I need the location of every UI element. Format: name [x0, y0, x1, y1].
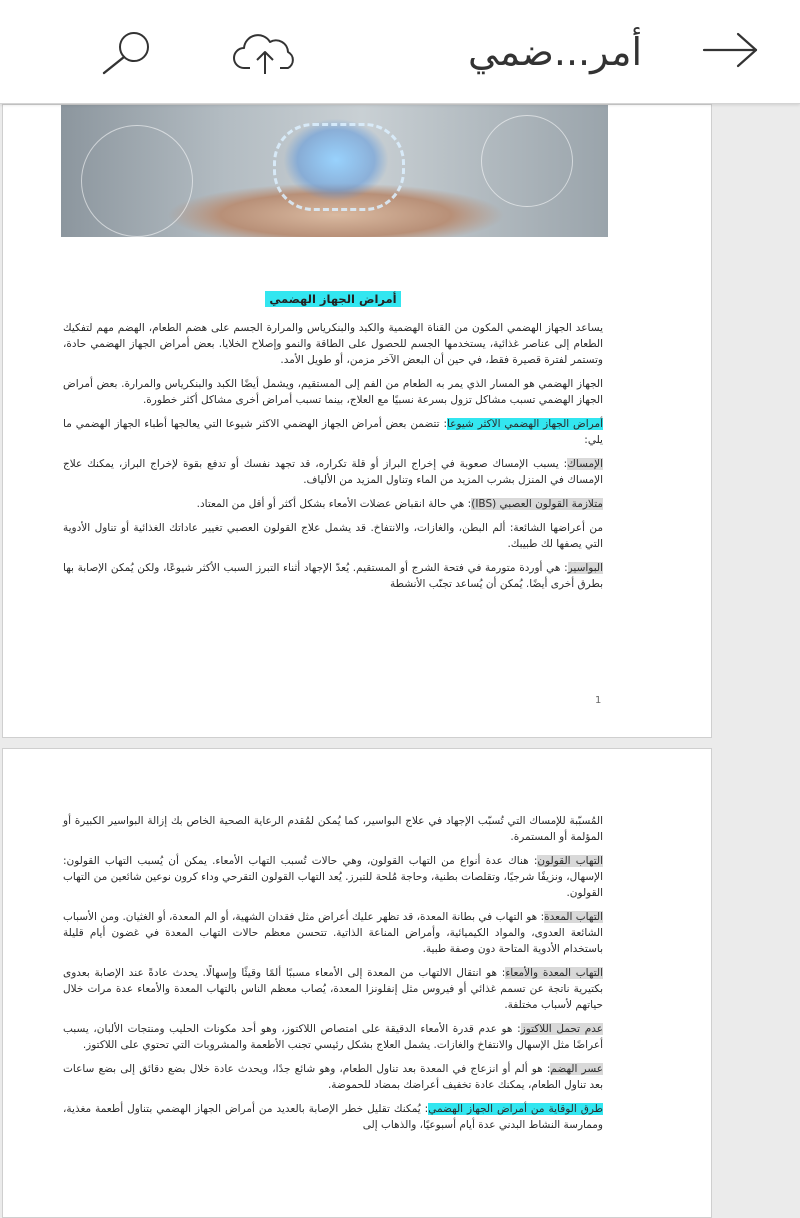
paragraph-text: : هناك عدة أنواع من التهاب القولون، وهي حالات تُسبب التهاب الأمعاء. يمكن أن يُسبب التهاب القولون: الإسهال، ونزيفًا شرجيًا، وتقلصات بطنية، وحاجة مُلحة للتبرز. يُعد التهاب القولون التقرحي وداء كرون نوعين شائعين من التهاب القولون.	[63, 855, 603, 899]
paragraph-text: من أعراضها الشائعة: ألم البطن، والغازات، والانتفاخ. قد يشمل علاج القولون العصبي تغيير عاداتك الغذائية أو تناول الأدوية التي يصفها لك طبيبك.	[63, 522, 603, 550]
document-page-2[interactable]	[2, 748, 712, 1218]
app-bar	[0, 0, 800, 104]
paragraph-text: : هي حالة انقباض عضلات الأمعاء بشكل أكثر أو أقل من المعتاد.	[196, 498, 472, 510]
back-arrow-icon[interactable]	[700, 30, 762, 70]
paragraph	[63, 560, 603, 592]
page1-body	[63, 320, 603, 600]
digestive-system-image	[61, 105, 608, 237]
highlighted-heading: متلازمة القولون العصبي (IBS)	[471, 498, 603, 510]
paragraph-text: : هو التهاب في بطانة المعدة، قد تظهر عليك أعراض مثل فقدان الشهية، أو الم المعدة، أو الغثيان. ومن الأسباب الشائعة العدوى، والمواد الكيميائية، وأمراض المناعة الذاتية. تتحسن معظم حالات التهاب المعدة في غضون أيام قليلة باستخدام الأدوية المتاحة دون وصفة طبية.	[63, 911, 603, 955]
paragraph-text: : هو ألم أو انزعاج في المعدة بعد تناول الطعام، وهو شائع جدًا، ويحدث عادة خلال بضع دقائق إلى بضع ساعات بعد تناول الطعام، يمكنك عادة تخفيف أعراضك بمضاد للحموضة.	[63, 1063, 603, 1091]
highlighted-heading: أمراض الجهاز الهضمي الاكثر شيوعا	[446, 418, 604, 430]
page2-body	[63, 813, 603, 1141]
highlighted-heading: التهاب القولون	[537, 855, 603, 867]
paragraph	[63, 813, 603, 845]
paragraph	[63, 1021, 603, 1053]
search-icon[interactable]	[96, 28, 160, 78]
page-title	[63, 292, 603, 306]
paragraph	[63, 496, 603, 512]
highlighted-heading: طرق الوقاية من أمراض الجهاز الهضمي	[428, 1103, 604, 1115]
paragraph	[63, 1061, 603, 1093]
highlighted-heading: عدم تحمل اللاكتوز	[520, 1023, 603, 1035]
page-number: 1	[595, 695, 602, 706]
paragraph	[63, 853, 603, 901]
highlighted-heading: الإمساك	[567, 458, 603, 470]
decor-ring	[81, 125, 193, 237]
highlighted-heading: عسر الهضم	[550, 1063, 603, 1075]
page-title-text: أمراض الجهاز الهضمي	[265, 291, 400, 307]
paragraph-text: : هو انتقال الالتهاب من المعدة إلى الأمعاء مسببًا ألمًا وقيئًا وإسهالًا. يحدث عادةً عند الإصابة بعدوى بكتيرية ناتجة عن تسمم غذائي أو فيروس مثل إنفلونزا المعدة، يُصاب معظم الناس بالتهاب المعدة والأمعاء عدة مرات خلال حياتهم لأسباب مختلفة.	[63, 967, 603, 1011]
intestine-illustration	[273, 123, 405, 211]
document-title: أمر...ضمي	[467, 30, 643, 74]
paragraph	[63, 376, 603, 408]
paragraph-text: : هو عدم قدرة الأمعاء الدقيقة على امتصاص اللاكتوز، وهو أحد مكونات الحليب ومنتجات الألبان، يسبب أعراضًا مثل الإسهال والانتفاخ والغازات. يشمل العلاج بشكل رئيسي تجنب الأطعمة والمشروبات التي تحتوي على اللاكتوز.	[63, 1023, 603, 1051]
paragraph-text: : يسبب الإمساك صعوبة في إخراج البراز أو قلة تكراره، قد تجهد نفسك أو تدفع بقوة لإخراج البراز، يمكنك علاج الإمساك في المنزل بشرب المزيد من الماء وتناول المزيد من الألياف.	[63, 458, 603, 486]
decor-ring	[481, 115, 573, 207]
paragraph-text: : هي أوردة متورمة في فتحة الشرج أو المستقيم. يُعدّ الإجهاد أثناء التبرز السبب الأكثر شيوعًا، ولكن يُمكن الإصابة بها بطرق أخرى أيضًا. يُمكن أن يُساعد تجنّب الأنشطة	[63, 562, 603, 590]
highlighted-heading: البواسير	[567, 562, 603, 574]
highlighted-heading: التهاب المعدة والأمعاء	[505, 967, 603, 979]
cloud-upload-icon[interactable]	[232, 32, 300, 78]
paragraph-text: يساعد الجهاز الهضمي المكون من القناة الهضمية والكبد والبنكرياس والمرارة الجسم على هضم الطعام، الهضم مهم لتفكيك الطعام إلى عناصر غذائية، يستخدمها الجسم للحصول على الطاقة والنمو وإصلاح الخلايا. بعض أمراض الجهاز الهضمي حادة، وتستمر لفترة قصيرة فقط، في حين أن البعض الآخر مزمن، أو طويل الأمد.	[63, 322, 603, 366]
highlighted-heading: التهاب المعدة	[544, 911, 604, 923]
paragraph-text: : يُمكنك تقليل خطر الإصابة بالعديد من أمراض الجهاز الهضمي بتناول أطعمة مغذية، وممارسة النشاط البدني عدة أيام أسبوعيًا، والذهاب إلى	[63, 1103, 603, 1131]
paragraph	[63, 909, 603, 957]
paragraph	[63, 320, 603, 368]
paragraph-text: : تتضمن بعض أمراض الجهاز الهضمي الاكثر شيوعا التي يعالجها أطباء الجهاز الهضمي ما يلي:	[63, 418, 603, 446]
paragraph	[63, 1101, 603, 1133]
paragraph-text: المُسبّبة للإمساك التي تُسبّب الإجهاد في علاج البواسير، كما يُمكن لمُقدم الرعاية الصحية الخاص بك إزالة البواسير الكبيرة أو المؤلمة أو المستمرة.	[63, 815, 603, 843]
paragraph-text: الجهاز الهضمي هو المسار الذي يمر به الطعام من الفم إلى المستقيم، ويشمل أيضًا الكبد والبنكرياس والمرارة. بعض أمراض الجهاز الهضمي تسبب مشاكل تزول بسرعة نسبيًا مع العلاج، بينما تسبب أمراض أخرى مشاكل أكثر خطورة.	[63, 378, 603, 406]
document-page-1[interactable]	[2, 104, 712, 738]
paragraph	[63, 965, 603, 1013]
paragraph	[63, 456, 603, 488]
paragraph	[63, 416, 603, 448]
paragraph	[63, 520, 603, 552]
